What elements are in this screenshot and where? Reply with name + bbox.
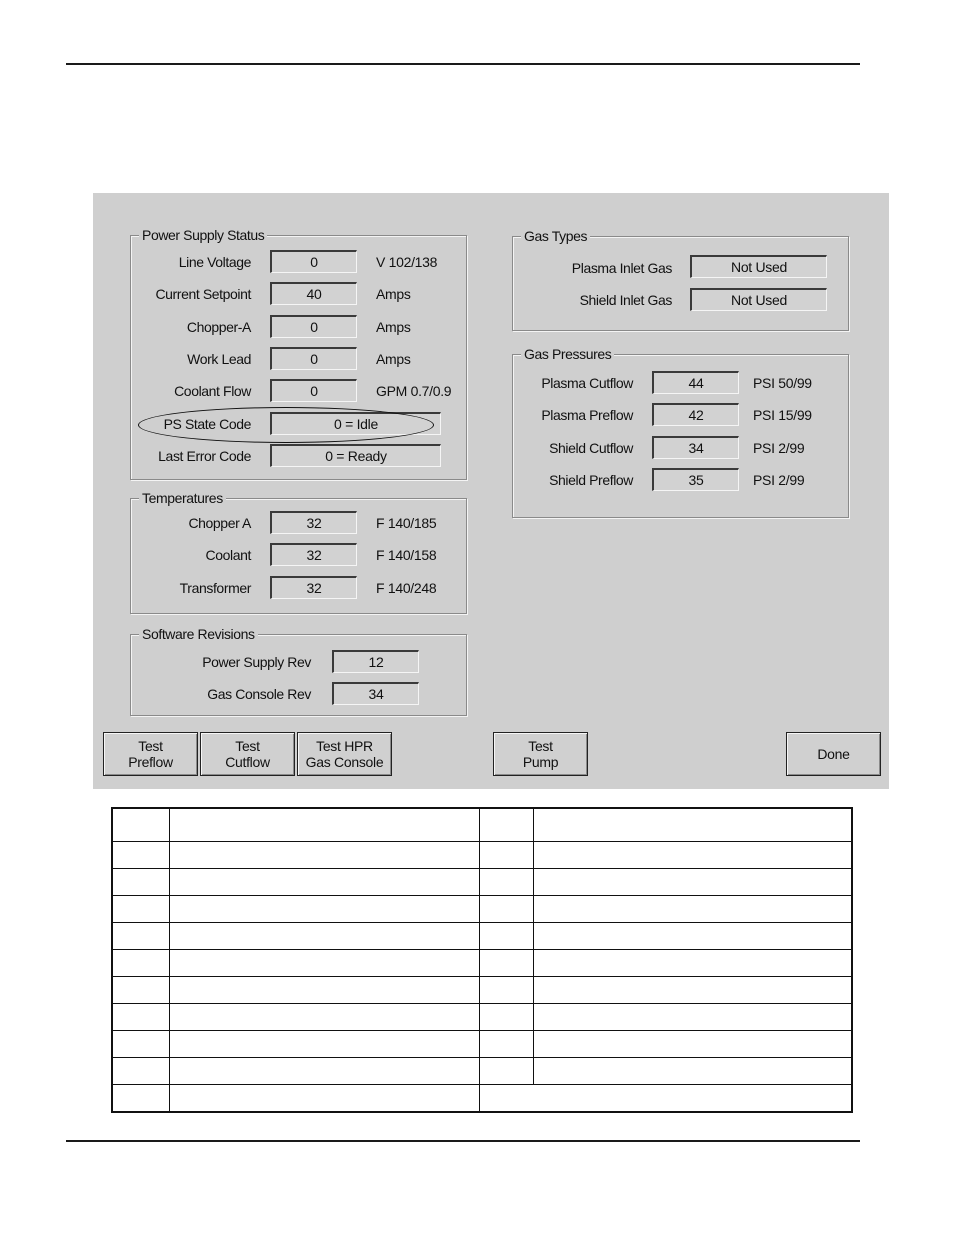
done-label: Done xyxy=(817,746,850,762)
plasma-cutflow-unit: PSI 50/99 xyxy=(753,375,812,391)
table-cell xyxy=(533,1004,852,1031)
table-row xyxy=(112,869,852,896)
table-row xyxy=(112,896,852,923)
table-cell xyxy=(112,923,169,950)
shield-cutflow-label: Shield Cutflow xyxy=(549,440,633,456)
temp-chopper-a-unit: F 140/185 xyxy=(376,515,437,531)
done-button[interactable] xyxy=(786,732,881,776)
table-cell xyxy=(479,950,533,977)
table-cell xyxy=(533,950,852,977)
shield-cutflow-field: 34 xyxy=(652,436,739,459)
table-cell xyxy=(112,842,169,869)
table-cell xyxy=(533,896,852,923)
table-cell xyxy=(533,869,852,896)
table-cell xyxy=(169,869,479,896)
gas-console-rev-label: Gas Console Rev xyxy=(207,686,311,702)
test-hpr-gas-console-line2: Gas Console xyxy=(305,754,384,770)
test-pump-line2: Pump xyxy=(522,754,559,770)
table-cell xyxy=(169,1031,479,1058)
last-error-code-field: 0 = Ready xyxy=(270,444,441,467)
temp-transformer-unit: F 140/248 xyxy=(376,580,437,596)
current-setpoint-label: Current Setpoint xyxy=(155,286,251,302)
table-cell xyxy=(479,1031,533,1058)
chopper-a-unit: Amps xyxy=(376,319,411,335)
table-row xyxy=(112,1004,852,1031)
shield-inlet-gas-field: Not Used xyxy=(690,288,827,311)
table-row xyxy=(112,1085,852,1113)
table-cell xyxy=(169,977,479,1004)
plasma-cutflow-field: 44 xyxy=(652,371,739,394)
table-cell xyxy=(479,1085,852,1113)
table-row xyxy=(112,923,852,950)
last-error-code-label: Last Error Code xyxy=(158,448,251,464)
plasma-preflow-unit: PSI 15/99 xyxy=(753,407,812,423)
test-cutflow-button[interactable] xyxy=(200,732,295,776)
ps-state-code-field: 0 = Idle xyxy=(270,412,441,435)
table-cell xyxy=(479,869,533,896)
gas-pressures-title: Gas Pressures xyxy=(521,346,614,362)
temp-coolant-label: Coolant xyxy=(205,547,251,563)
temp-coolant-field: 32 xyxy=(270,543,357,566)
blank-form-table xyxy=(111,807,853,1113)
temperatures-title: Temperatures xyxy=(139,490,226,506)
table-cell xyxy=(169,1004,479,1031)
table-cell xyxy=(169,842,479,869)
table-cell xyxy=(169,923,479,950)
table-cell xyxy=(112,1058,169,1085)
table-cell xyxy=(169,1058,479,1085)
table-cell xyxy=(533,977,852,1004)
test-pump-line1: Test xyxy=(528,738,553,754)
temp-chopper-a-field: 32 xyxy=(270,511,357,534)
power-supply-status-title: Power Supply Status xyxy=(139,227,267,243)
table-cell xyxy=(112,1085,169,1113)
shield-preflow-unit: PSI 2/99 xyxy=(753,472,805,488)
coolant-flow-unit: GPM 0.7/0.9 xyxy=(376,383,452,399)
work-lead-label: Work Lead xyxy=(187,351,251,367)
table-cell xyxy=(169,808,479,842)
gas-console-rev-field: 34 xyxy=(332,682,419,705)
shield-cutflow-unit: PSI 2/99 xyxy=(753,440,805,456)
table-cell xyxy=(479,808,533,842)
table-cell xyxy=(533,1031,852,1058)
table-cell xyxy=(112,1004,169,1031)
shield-inlet-gas-label: Shield Inlet Gas xyxy=(579,292,672,308)
temp-coolant-unit: F 140/158 xyxy=(376,547,437,563)
plasma-inlet-gas-field: Not Used xyxy=(690,255,827,278)
table-cell xyxy=(112,869,169,896)
current-setpoint-field: 40 xyxy=(270,282,357,305)
plasma-preflow-label: Plasma Preflow xyxy=(541,407,633,423)
footer-rule xyxy=(66,1140,860,1142)
table-cell xyxy=(533,842,852,869)
line-voltage-label: Line Voltage xyxy=(178,254,251,270)
coolant-flow-field: 0 xyxy=(270,379,357,402)
line-voltage-field: 0 xyxy=(270,250,357,273)
table-row xyxy=(112,977,852,1004)
table-cell xyxy=(479,1058,533,1085)
table-cell xyxy=(479,977,533,1004)
table-cell xyxy=(112,1031,169,1058)
plasma-inlet-gas-label: Plasma Inlet Gas xyxy=(571,260,672,276)
table-cell xyxy=(169,896,479,923)
temp-chopper-a-label: Chopper A xyxy=(188,515,251,531)
table-row xyxy=(112,808,852,842)
header-rule xyxy=(66,63,860,65)
line-voltage-unit: V 102/138 xyxy=(376,254,438,270)
table-cell xyxy=(533,1058,852,1085)
plasma-cutflow-label: Plasma Cutflow xyxy=(541,375,633,391)
table-cell xyxy=(112,950,169,977)
gas-types-title: Gas Types xyxy=(521,228,590,244)
test-hpr-gas-console-line1: Test HPR xyxy=(316,738,373,754)
test-cutflow-line2: Cutflow xyxy=(225,754,270,770)
power-supply-rev-field: 12 xyxy=(332,650,419,673)
work-lead-field: 0 xyxy=(270,347,357,370)
table-cell xyxy=(112,808,169,842)
shield-preflow-label: Shield Preflow xyxy=(549,472,633,488)
temp-transformer-field: 32 xyxy=(270,576,357,599)
table-row xyxy=(112,1031,852,1058)
gas-types-group xyxy=(512,228,849,331)
test-preflow-line1: Test xyxy=(138,738,163,754)
table-cell xyxy=(112,896,169,923)
table-cell xyxy=(169,950,479,977)
table-cell xyxy=(479,1004,533,1031)
table-cell xyxy=(533,923,852,950)
test-preflow-line2: Preflow xyxy=(128,754,173,770)
test-hpr-gas-console-button[interactable] xyxy=(297,732,392,776)
table-cell xyxy=(112,977,169,1004)
test-cutflow-line1: Test xyxy=(235,738,260,754)
software-revisions-title: Software Revisions xyxy=(139,626,258,642)
table-row xyxy=(112,842,852,869)
table-cell xyxy=(479,923,533,950)
table-cell xyxy=(479,842,533,869)
table-row xyxy=(112,950,852,977)
shield-preflow-field: 35 xyxy=(652,468,739,491)
diagnostics-panel xyxy=(93,193,889,789)
table-cell xyxy=(479,896,533,923)
ps-state-code-label: PS State Code xyxy=(163,416,251,432)
temp-transformer-label: Transformer xyxy=(179,580,251,596)
table-cell xyxy=(533,808,852,842)
chopper-a-label: Chopper-A xyxy=(186,319,251,335)
work-lead-unit: Amps xyxy=(376,351,411,367)
chopper-a-field: 0 xyxy=(270,315,357,338)
current-setpoint-unit: Amps xyxy=(376,286,411,302)
table-row xyxy=(112,1058,852,1085)
test-pump-button[interactable] xyxy=(493,732,588,776)
coolant-flow-label: Coolant Flow xyxy=(174,383,251,399)
test-preflow-button[interactable] xyxy=(103,732,198,776)
power-supply-rev-label: Power Supply Rev xyxy=(202,654,311,670)
table-cell xyxy=(169,1085,479,1113)
plasma-preflow-field: 42 xyxy=(652,403,739,426)
